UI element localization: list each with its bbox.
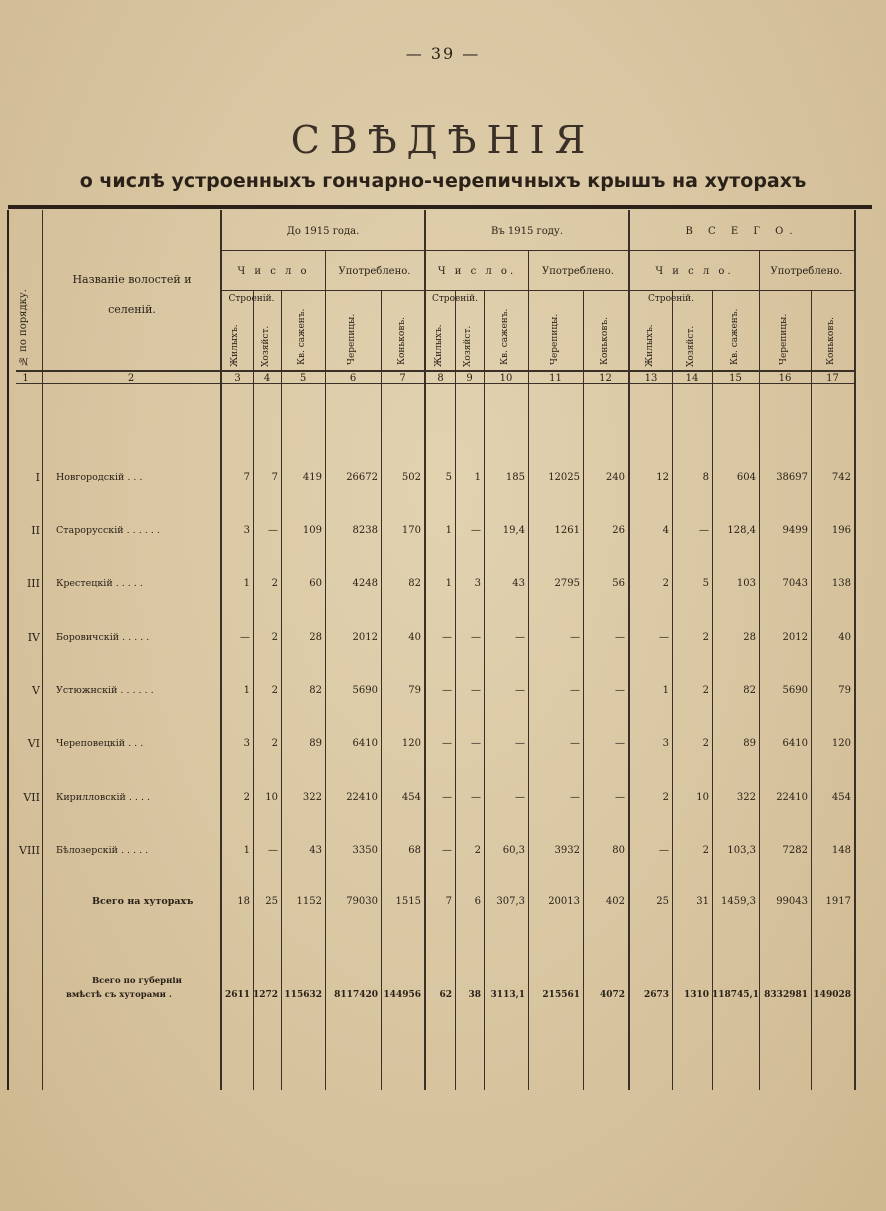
table-cell: 3: [474, 578, 481, 589]
column-number: 10: [499, 373, 513, 384]
column-number: 7: [399, 373, 406, 384]
header-cherepitsy: Черепицы.: [347, 313, 357, 365]
column-number: 3: [234, 373, 241, 384]
row-number: IV: [27, 631, 40, 644]
column-number: 5: [299, 373, 307, 384]
table-cell: 2673: [643, 990, 669, 1000]
table-cell: 2: [271, 578, 278, 589]
table-cell: 307,3: [496, 896, 525, 907]
table-cell: —: [442, 738, 452, 749]
table-cell: 1: [445, 525, 452, 536]
table-cell: —: [615, 738, 625, 749]
table-cell: 2: [271, 738, 278, 749]
table-cell: —: [615, 792, 625, 803]
header-before-1915: До 1915 года.: [286, 226, 360, 237]
header-chislo: Ч и с л о.: [655, 266, 734, 277]
column-number: 14: [685, 373, 699, 384]
table-cell: —: [471, 792, 481, 803]
table-cell: 62: [439, 990, 452, 1000]
table-cell: 2: [702, 738, 709, 749]
table-cell: 56: [612, 578, 625, 589]
table-cell: 89: [743, 738, 756, 749]
column-number: 15: [729, 373, 742, 384]
table-cell: —: [570, 685, 580, 696]
table-cell: 742: [831, 472, 851, 483]
header-zhilykh: Жилыхъ.: [434, 324, 444, 367]
column-rule: [220, 210, 222, 1090]
table-cell: 128,4: [727, 525, 756, 536]
header-khozyaist: Хозяйст.: [463, 325, 473, 367]
table-cell: 5: [702, 578, 709, 589]
table-cell: 25: [656, 896, 669, 907]
table-cell: 1272: [253, 990, 279, 1000]
table-cell: —: [471, 525, 481, 536]
table-cell: 43: [512, 578, 525, 589]
row-number: VIII: [19, 844, 40, 857]
table-cell: 2611: [224, 990, 250, 1000]
table-border: [854, 210, 856, 1090]
table-cell: 120: [831, 738, 851, 749]
table-cell: 3932: [554, 845, 580, 856]
table-cell: —: [442, 632, 452, 643]
table-cell: 1917: [825, 896, 851, 907]
table-cell: 38697: [776, 472, 808, 483]
table-cell: 6410: [782, 738, 808, 749]
column-number: 2: [127, 373, 135, 384]
table-cell: 6: [474, 896, 481, 907]
table-cell: 40: [408, 632, 421, 643]
table-cell: 322: [302, 792, 322, 803]
header-bottom-rule: [16, 370, 856, 372]
column-number: 16: [778, 373, 792, 384]
header-rule: [222, 290, 856, 291]
table-cell: —: [471, 685, 481, 696]
table-cell: 138: [831, 578, 851, 589]
header-upotrebleno: Употреблено.: [338, 266, 411, 277]
header-konkov: Коньковъ.: [600, 317, 610, 365]
table-cell: —: [268, 525, 278, 536]
table-cell: —: [268, 845, 278, 856]
table-cell: 103,3: [727, 845, 756, 856]
table-cell: 454: [401, 792, 421, 803]
table-cell: 115632: [284, 990, 322, 1000]
table-cell: —: [471, 632, 481, 643]
total-guberniya-label: вмѣстѣ съ хуторами .: [66, 990, 172, 1000]
table-cell: 8332981: [764, 990, 808, 1000]
table-cell: 1459,3: [721, 896, 756, 907]
table-cell: 1515: [395, 896, 421, 907]
table-cell: 9499: [782, 525, 808, 536]
page-title: СВѢДѢНІЯ: [290, 118, 596, 162]
table-cell: 2: [702, 845, 709, 856]
table-cell: 60,3: [502, 845, 525, 856]
row-name: Устюжнскій . . . . . .: [56, 685, 154, 696]
table-cell: 38: [468, 990, 481, 1000]
table-cell: 4072: [599, 990, 625, 1000]
header-konkov: Коньковъ.: [826, 317, 836, 365]
table-cell: —: [442, 845, 452, 856]
table-cell: 149028: [813, 990, 851, 1000]
table-cell: 12: [656, 472, 669, 483]
table-cell: 1: [243, 578, 250, 589]
header-kv-sazhen: Кв. саженъ.: [500, 308, 510, 365]
table-cell: 19,4: [502, 525, 525, 536]
header-row-no: № по порядку.: [18, 289, 29, 366]
header-total: В С Е Г О.: [685, 226, 799, 237]
total-khutor-label: Всего на хуторахъ: [92, 896, 194, 907]
table-cell: 99043: [776, 896, 808, 907]
table-cell: 8: [702, 472, 709, 483]
table-cell: —: [615, 632, 625, 643]
table-cell: 2: [662, 578, 669, 589]
table-cell: 1: [662, 685, 669, 696]
table-cell: 322: [736, 792, 756, 803]
header-konkov: Коньковъ.: [397, 317, 407, 365]
table-cell: 1: [474, 472, 481, 483]
header-upotrebleno: Употреблено.: [770, 266, 843, 277]
table-cell: 2012: [782, 632, 808, 643]
row-name: Боровичскій . . . . .: [56, 632, 150, 643]
table-cell: 4: [662, 525, 669, 536]
table-cell: 502: [401, 472, 421, 483]
row-number: I: [35, 471, 40, 484]
row-number: II: [31, 524, 40, 537]
table-cell: 68: [408, 845, 421, 856]
column-rule: [424, 210, 426, 1090]
table-cell: 12025: [548, 472, 580, 483]
row-name: Новгородскій . . .: [56, 472, 143, 483]
table-cell: —: [471, 738, 481, 749]
row-number: VII: [23, 791, 40, 804]
column-number: 17: [826, 373, 839, 384]
table-cell: 8238: [352, 525, 378, 536]
table-cell: 7043: [782, 578, 808, 589]
table-cell: 26672: [346, 472, 378, 483]
table-cell: 40: [838, 632, 851, 643]
header-stroeniy: Строеній.: [647, 294, 695, 304]
table-cell: —: [615, 685, 625, 696]
row-name: Бѣлозерскій . . . . .: [56, 845, 149, 856]
table-cell: 22410: [776, 792, 808, 803]
table-cell: —: [659, 632, 669, 643]
table-cell: 79: [838, 685, 851, 696]
header-upotrebleno: Употреблено.: [542, 266, 614, 277]
table-cell: 604: [736, 472, 756, 483]
table-cell: 22410: [346, 792, 378, 803]
column-number: 6: [349, 373, 357, 384]
table-cell: 2: [662, 792, 669, 803]
header-stroeniy: Строеній.: [228, 294, 275, 304]
row-number: V: [32, 684, 40, 697]
table-cell: 3350: [352, 845, 378, 856]
table-cell: 2: [702, 632, 709, 643]
row-name: Кирилловскій . . . .: [56, 792, 151, 803]
table-cell: 185: [505, 472, 525, 483]
header-kv-sazhen: Кв. саженъ.: [730, 308, 740, 365]
table-cell: 82: [408, 578, 421, 589]
table-cell: 3: [662, 738, 669, 749]
table-cell: 1310: [683, 990, 709, 1000]
page-number: — 39 —: [405, 44, 481, 63]
table-cell: 402: [605, 896, 625, 907]
table-cell: 2: [271, 632, 278, 643]
table-cell: 3113,1: [490, 990, 525, 1000]
table-cell: 3: [243, 738, 250, 749]
table-cell: —: [515, 792, 525, 803]
table-cell: 2: [243, 792, 250, 803]
column-number: 9: [466, 373, 473, 384]
table-cell: 8117420: [334, 990, 378, 1000]
table-cell: 7: [271, 472, 278, 483]
column-number: 13: [644, 373, 658, 384]
table-cell: 144956: [383, 990, 421, 1000]
table-cell: 5690: [352, 685, 378, 696]
header-cherepitsy: Черепицы.: [550, 313, 560, 365]
table-cell: 18: [237, 896, 250, 907]
table-cell: 28: [309, 632, 322, 643]
table-cell: 28: [743, 632, 756, 643]
table-cell: 10: [265, 792, 278, 803]
table-cell: —: [699, 525, 709, 536]
column-number: 4: [263, 373, 271, 384]
table-cell: —: [515, 738, 525, 749]
row-name: Крестецкій . . . . .: [56, 578, 143, 589]
table-cell: 1261: [554, 525, 580, 536]
table-cell: —: [442, 685, 452, 696]
column-number: 8: [437, 373, 444, 384]
header-name: Названіе волостей и селеній.: [72, 273, 192, 316]
table-cell: —: [442, 792, 452, 803]
table-cell: 2795: [554, 578, 580, 589]
column-number: 12: [599, 373, 612, 384]
table-cell: —: [570, 632, 580, 643]
table-cell: 7: [445, 896, 452, 907]
table-cell: 43: [309, 845, 322, 856]
row-number: III: [26, 577, 40, 590]
header-kv-sazhen: Кв. саженъ.: [297, 308, 307, 365]
row-number: VI: [27, 737, 40, 750]
table-cell: 1: [243, 845, 250, 856]
table-cell: 5: [445, 472, 452, 483]
table-cell: 82: [309, 685, 322, 696]
table-cell: —: [240, 632, 250, 643]
table-cell: 79: [408, 685, 421, 696]
table-cell: 1: [445, 578, 452, 589]
table-cell: 1: [243, 685, 250, 696]
header-khozyaist: Хозяйст.: [261, 325, 271, 367]
table-cell: 118745,1: [712, 990, 759, 1000]
table-cell: —: [515, 632, 525, 643]
table-cell: 215561: [542, 990, 580, 1000]
table-cell: 2: [474, 845, 481, 856]
table-cell: 20013: [548, 896, 580, 907]
table-cell: 454: [831, 792, 851, 803]
header-stroeniy: Строеній.: [431, 294, 479, 304]
table-cell: 120: [401, 738, 421, 749]
column-number: 1: [22, 373, 29, 384]
title-rule: [8, 205, 872, 209]
table-cell: 148: [831, 845, 851, 856]
table-cell: 89: [309, 738, 322, 749]
table-cell: 2: [271, 685, 278, 696]
table-cell: 25: [265, 896, 278, 907]
table-border: [7, 210, 9, 1090]
column-rule: [628, 210, 630, 1090]
header-chislo: Ч и с л о.: [437, 266, 517, 277]
table-cell: 2012: [352, 632, 378, 643]
total-guberniya-label: Всего по губерніи: [92, 976, 182, 986]
header-cherepitsy: Черепицы.: [779, 313, 789, 365]
table-cell: 419: [302, 472, 322, 483]
header-khozyaist: Хозяйст.: [686, 325, 696, 367]
table-cell: 31: [696, 896, 709, 907]
table-cell: 60: [309, 578, 322, 589]
table-cell: 3: [243, 525, 250, 536]
header-zhilykh: Жилыхъ.: [230, 324, 240, 367]
page-subtitle: о числѣ устроенныхъ гончарно-черепичныхъ крышъ на хуторахъ: [79, 170, 807, 192]
table-cell: —: [570, 738, 580, 749]
table-cell: 2: [702, 685, 709, 696]
table-cell: —: [570, 792, 580, 803]
table-cell: 6410: [352, 738, 378, 749]
table-cell: —: [515, 685, 525, 696]
table-cell: 240: [605, 472, 625, 483]
table-cell: —: [659, 845, 669, 856]
table-cell: 82: [743, 685, 756, 696]
table-cell: 170: [401, 525, 421, 536]
table-cell: 79030: [346, 896, 378, 907]
table-cell: 10: [696, 792, 709, 803]
table-cell: 109: [302, 525, 322, 536]
table-cell: 7282: [782, 845, 808, 856]
table-cell: 1152: [296, 896, 322, 907]
table-cell: 26: [612, 525, 625, 536]
header-rule: [222, 250, 856, 251]
column-rule: [42, 210, 43, 1090]
table-cell: 80: [612, 845, 625, 856]
table-cell: 4248: [352, 578, 378, 589]
row-name: Старорусскій . . . . . .: [56, 525, 160, 536]
row-name: Череповецкій . . .: [56, 738, 144, 749]
header-zhilykh: Жилыхъ.: [645, 324, 655, 367]
header-in-1915: Въ 1915 году.: [491, 226, 563, 237]
column-number: 11: [549, 373, 562, 384]
table-cell: 5690: [782, 685, 808, 696]
header-chislo: Ч и с л о: [237, 266, 310, 277]
table-cell: 196: [831, 525, 851, 536]
table-cell: 103: [736, 578, 756, 589]
table-cell: 7: [243, 472, 250, 483]
